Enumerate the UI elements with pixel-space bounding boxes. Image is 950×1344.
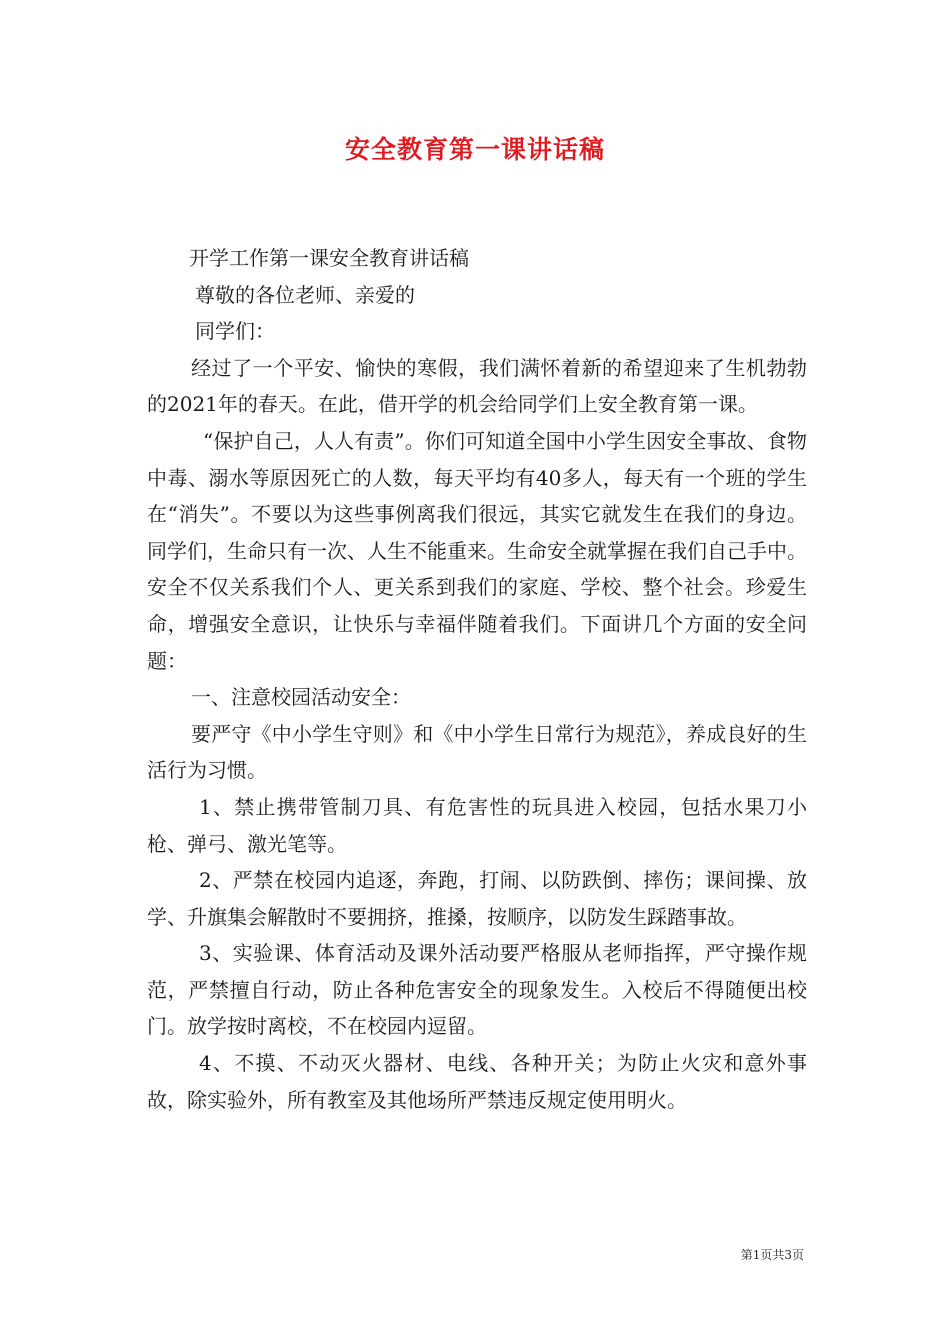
greeting-line: 同学们： [195, 319, 275, 344]
list-item: 4、不摸、不动灭火器材、电线、各种开关；为防止火灾和意外事故，除实验外，所有教室及其他场所严禁违反规定使用明火。 [147, 1051, 807, 1112]
greeting-line: 尊敬的各位老师、亲爱的 [195, 282, 415, 307]
page-number: 第1页共3页 [740, 1248, 804, 1262]
list-item: 1、禁止携带管制刀具、有危害性的玩具进入校园，包括水果刀小枪、弹弓、激光笔等。 [147, 794, 807, 856]
list-item: 2、严禁在校园内追逐，奔跑，打闹、以防跌倒、摔伤；课间操、放学、升旗集会解散时不要拥挤，推搡，按顺序，以防发生踩踏事故。 [147, 868, 807, 929]
document-body [147, 240, 807, 1118]
document-title: 安全教育第一课讲话稿 [344, 135, 605, 164]
body-paragraph: 要严守《中小学生守则》和《中小学生日常行为规范》，养成良好的生活行为习惯。 [147, 721, 807, 783]
document-subtitle: 开学工作第一课安全教育讲话稿 [189, 246, 469, 270]
body-paragraph: “保护自己，人人有责”。你们可知道全国中小学生因安全事故、食物中毒、溺水等原因死亡的人数，每天平均有40多人，每天有一个班的学生在“消失”。不要以为这些事例离我们很远，其实它就发生在我们的身边。同学们，生命只有一次、人生不能重来。生命安全就掌握在我们自己手中。安全不仅关系我们个人、更关系到我们的家庭、学校、整个社会。珍爱生命，增强安全意识，让快乐与幸福伴随着我们。下面讲几个方面的安全问题： [147, 428, 807, 673]
section-heading: 一、注意校园活动安全： [191, 685, 411, 710]
list-item: 3、实验课、体育活动及课外活动要严格服从老师指挥，严守操作规范，严禁擅自行动，防止各种危害安全的现象发生。入校后不得随便出校门。放学按时离校，不在校园内逗留。 [147, 941, 807, 1039]
body-paragraph: 经过了一个平安、愉快的寒假，我们满怀着新的希望迎来了生机勃勃的2021年的春天。在此，借开学的机会给同学们上安全教育第一课。 [147, 355, 807, 417]
